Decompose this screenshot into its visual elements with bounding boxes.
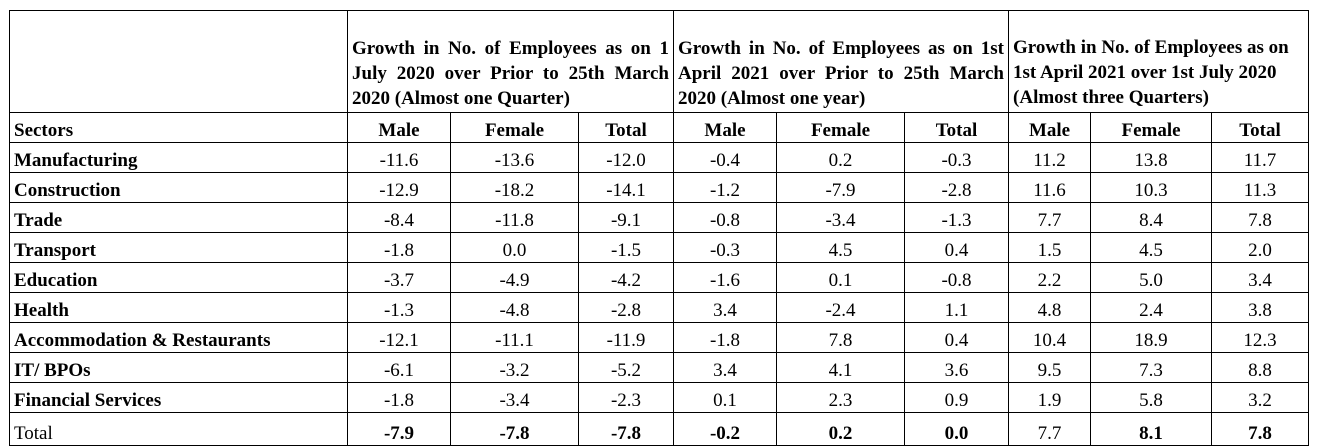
value-cell: 4.1 [777, 353, 905, 383]
value-cell: -7.9 [348, 413, 451, 446]
value-cell: 7.7 [1009, 203, 1091, 233]
value-cell: 8.1 [1091, 413, 1212, 446]
value-cell: 11.2 [1009, 143, 1091, 173]
value-cell: -0.2 [674, 413, 777, 446]
employee-growth-table [9, 10, 1309, 446]
value-cell: 8.8 [1212, 353, 1309, 383]
value-cell: -1.2 [674, 173, 777, 203]
value-cell: -1.6 [674, 263, 777, 293]
value-cell: -4.2 [579, 263, 674, 293]
subheader-male: Male [348, 113, 451, 143]
value-cell: -12.9 [348, 173, 451, 203]
value-cell: 10.3 [1091, 173, 1212, 203]
value-cell: 2.2 [1009, 263, 1091, 293]
subheader-row [10, 113, 1309, 143]
table-row [10, 143, 1309, 173]
value-cell: -12.1 [348, 323, 451, 353]
value-cell: 7.8 [1212, 413, 1309, 446]
value-cell: 3.4 [674, 353, 777, 383]
value-cell: 2.0 [1212, 233, 1309, 263]
sector-label: IT/ BPOs [10, 353, 348, 383]
value-cell: -2.3 [579, 383, 674, 413]
sector-label: Trade [10, 203, 348, 233]
value-cell: -1.8 [348, 383, 451, 413]
value-cell: 0.9 [905, 383, 1009, 413]
value-cell: -12.0 [579, 143, 674, 173]
value-cell: 7.3 [1091, 353, 1212, 383]
value-cell: 4.5 [1091, 233, 1212, 263]
table-row [10, 203, 1309, 233]
sector-label: Transport [10, 233, 348, 263]
subheader-total: Total [579, 113, 674, 143]
value-cell: 4.8 [1009, 293, 1091, 323]
subheader-total: Total [905, 113, 1009, 143]
group-header-three-quarters: Growth in No. of Employees as on 1st April 2021 over 1st July 2020 (Almost three Quarters) [1009, 11, 1309, 113]
value-cell: 2.4 [1091, 293, 1212, 323]
value-cell: 9.5 [1009, 353, 1091, 383]
value-cell: 3.4 [1212, 263, 1309, 293]
value-cell: -4.9 [451, 263, 579, 293]
value-cell: 2.3 [777, 383, 905, 413]
value-cell: 11.3 [1212, 173, 1309, 203]
value-cell: 7.7 [1009, 413, 1091, 446]
value-cell: -0.8 [905, 263, 1009, 293]
value-cell: -11.1 [451, 323, 579, 353]
table-row [10, 293, 1309, 323]
table-body [10, 143, 1309, 446]
value-cell: 3.2 [1212, 383, 1309, 413]
group-header-row [10, 11, 1309, 113]
value-cell: 1.9 [1009, 383, 1091, 413]
subheader-female: Female [777, 113, 905, 143]
value-cell: -3.4 [451, 383, 579, 413]
subheader-male: Male [1009, 113, 1091, 143]
table-row [10, 263, 1309, 293]
value-cell: 4.5 [777, 233, 905, 263]
value-cell: 3.6 [905, 353, 1009, 383]
value-cell: 1.1 [905, 293, 1009, 323]
value-cell: -7.9 [777, 173, 905, 203]
value-cell: 0.4 [905, 323, 1009, 353]
value-cell: -1.3 [905, 203, 1009, 233]
subheader-female: Female [451, 113, 579, 143]
value-cell: -11.8 [451, 203, 579, 233]
value-cell: 0.0 [451, 233, 579, 263]
value-cell: -6.1 [348, 353, 451, 383]
sector-label: Manufacturing [10, 143, 348, 173]
value-cell: 1.5 [1009, 233, 1091, 263]
value-cell: -18.2 [451, 173, 579, 203]
sector-label: Total [10, 413, 348, 446]
value-cell: -2.4 [777, 293, 905, 323]
sector-label: Construction [10, 173, 348, 203]
value-cell: -1.5 [579, 233, 674, 263]
value-cell: -7.8 [451, 413, 579, 446]
total-row [10, 413, 1309, 446]
value-cell: 3.8 [1212, 293, 1309, 323]
header-blank-cell [10, 11, 348, 113]
value-cell: -2.8 [579, 293, 674, 323]
subheader-male: Male [674, 113, 777, 143]
value-cell: 5.8 [1091, 383, 1212, 413]
table-row [10, 353, 1309, 383]
value-cell: -3.2 [451, 353, 579, 383]
subheader-total: Total [1212, 113, 1309, 143]
value-cell: -0.8 [674, 203, 777, 233]
table-row [10, 233, 1309, 263]
value-cell: -1.8 [674, 323, 777, 353]
value-cell: 0.1 [674, 383, 777, 413]
value-cell: 8.4 [1091, 203, 1212, 233]
value-cell: -11.9 [579, 323, 674, 353]
value-cell: -4.8 [451, 293, 579, 323]
value-cell: -0.4 [674, 143, 777, 173]
value-cell: 7.8 [777, 323, 905, 353]
value-cell: 7.8 [1212, 203, 1309, 233]
group-header-q1: Growth in No. of Employees as on 1 July 2020 over Prior to 25th March 2020 (Almost one Quarter) [348, 11, 674, 113]
value-cell: -8.4 [348, 203, 451, 233]
value-cell: 0.0 [905, 413, 1009, 446]
value-cell: -5.2 [579, 353, 674, 383]
value-cell: -0.3 [674, 233, 777, 263]
table-row [10, 323, 1309, 353]
value-cell: -14.1 [579, 173, 674, 203]
value-cell: -3.4 [777, 203, 905, 233]
value-cell: -1.8 [348, 233, 451, 263]
value-cell: -11.6 [348, 143, 451, 173]
value-cell: -2.8 [905, 173, 1009, 203]
value-cell: 10.4 [1009, 323, 1091, 353]
value-cell: -13.6 [451, 143, 579, 173]
value-cell: -0.3 [905, 143, 1009, 173]
table-row [10, 173, 1309, 203]
value-cell: 0.2 [777, 143, 905, 173]
value-cell: 12.3 [1212, 323, 1309, 353]
sector-label: Education [10, 263, 348, 293]
sector-label: Accommodation & Restaurants [10, 323, 348, 353]
value-cell: 5.0 [1091, 263, 1212, 293]
subheader-female: Female [1091, 113, 1212, 143]
value-cell: 0.2 [777, 413, 905, 446]
table-row [10, 383, 1309, 413]
value-cell: -9.1 [579, 203, 674, 233]
value-cell: 18.9 [1091, 323, 1212, 353]
sector-label: Financial Services [10, 383, 348, 413]
value-cell: 0.4 [905, 233, 1009, 263]
subheader-sectors: Sectors [10, 113, 348, 143]
value-cell: -3.7 [348, 263, 451, 293]
group-header-year: Growth in No. of Employees as on 1st April 2021 over Prior to 25th March 2020 (Almost one year) [674, 11, 1009, 113]
value-cell: 11.6 [1009, 173, 1091, 203]
value-cell: 3.4 [674, 293, 777, 323]
value-cell: -1.3 [348, 293, 451, 323]
value-cell: 13.8 [1091, 143, 1212, 173]
value-cell: 0.1 [777, 263, 905, 293]
value-cell: 11.7 [1212, 143, 1309, 173]
sector-label: Health [10, 293, 348, 323]
value-cell: -7.8 [579, 413, 674, 446]
